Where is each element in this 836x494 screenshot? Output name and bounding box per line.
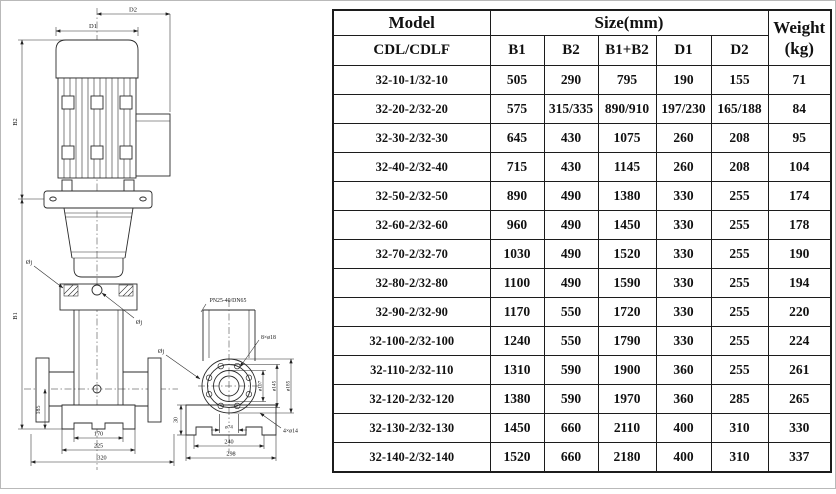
- model-cell: 32-70-2/32-70: [333, 240, 490, 269]
- value-cell: 330: [656, 211, 711, 240]
- value-cell: 224: [768, 327, 831, 356]
- pump-base-side: [186, 405, 276, 435]
- value-cell: 208: [711, 153, 768, 182]
- value-cell: 1310: [490, 356, 544, 385]
- table-row: [333, 95, 831, 124]
- dim-d2-label: D2: [129, 6, 137, 14]
- value-cell: 197/230: [656, 95, 711, 124]
- value-cell: 660: [544, 443, 598, 473]
- side-view: [158, 298, 298, 461]
- model-cell: 32-100-2/32-100: [333, 327, 490, 356]
- value-cell: 190: [768, 240, 831, 269]
- table-row: [333, 443, 831, 473]
- value-cell: 1970: [598, 385, 656, 414]
- model-cell: 32-110-2/32-110: [333, 356, 490, 385]
- model-cell: 32-120-2/32-120: [333, 385, 490, 414]
- value-cell: 310: [711, 414, 768, 443]
- value-cell: 337: [768, 443, 831, 473]
- value-cell: 1240: [490, 327, 544, 356]
- table-row: [333, 182, 831, 211]
- col-header-b1b2: B1+B2: [598, 36, 656, 66]
- dia-flange-label: ø185: [285, 380, 292, 392]
- value-cell: 1450: [490, 414, 544, 443]
- port-label-left: Øj: [25, 259, 33, 266]
- value-cell: 220: [768, 298, 831, 327]
- table-row: [333, 66, 831, 95]
- value-cell: 155: [711, 66, 768, 95]
- front-view: [12, 7, 178, 471]
- value-cell: 490: [544, 269, 598, 298]
- model-cell: 32-50-2/32-50: [333, 182, 490, 211]
- value-cell: 1720: [598, 298, 656, 327]
- table-header-row-2: [333, 36, 831, 66]
- model-cell: 32-90-2/32-90: [333, 298, 490, 327]
- value-cell: 330: [656, 240, 711, 269]
- value-cell: 1100: [490, 269, 544, 298]
- value-cell: 310: [711, 443, 768, 473]
- value-cell: 890: [490, 182, 544, 211]
- dim-b2-label: B2: [12, 118, 19, 126]
- table-row: [333, 385, 831, 414]
- weight-unit-label: (kg): [784, 39, 814, 58]
- dim-320-label: 320: [97, 454, 107, 462]
- value-cell: 330: [656, 182, 711, 211]
- value-cell: 260: [656, 124, 711, 153]
- value-cell: 645: [490, 124, 544, 153]
- value-cell: 1170: [490, 298, 544, 327]
- value-cell: 1145: [598, 153, 656, 182]
- model-cell: 32-40-2/32-40: [333, 153, 490, 182]
- value-cell: 104: [768, 153, 831, 182]
- table-row: [333, 269, 831, 298]
- value-cell: 290: [544, 66, 598, 95]
- col-header-weight: [768, 10, 831, 66]
- value-cell: 165/188: [711, 95, 768, 124]
- pump-base-front: [62, 405, 135, 429]
- col-header-d2: D2: [711, 36, 768, 66]
- col-header-b2: B2: [544, 36, 598, 66]
- value-cell: 71: [768, 66, 831, 95]
- table-row: [333, 124, 831, 153]
- table-row: [333, 153, 831, 182]
- motor-cap: [56, 40, 138, 78]
- dim-240-label: 240: [224, 438, 234, 446]
- value-cell: 330: [656, 298, 711, 327]
- port-label-center: Øj: [135, 319, 143, 326]
- head-bolt-right: [124, 180, 134, 191]
- port-label-side: Øj: [157, 348, 165, 355]
- value-cell: 2180: [598, 443, 656, 473]
- value-cell: 590: [544, 356, 598, 385]
- value-cell: 255: [711, 211, 768, 240]
- dim-298-label: 298: [226, 450, 236, 458]
- value-cell: 1030: [490, 240, 544, 269]
- model-cell: 32-80-2/32-80: [333, 269, 490, 298]
- value-cell: 795: [598, 66, 656, 95]
- size-table: [332, 9, 832, 473]
- value-cell: 255: [711, 240, 768, 269]
- value-cell: 330: [656, 327, 711, 356]
- model-cell: 32-10-1/32-10: [333, 66, 490, 95]
- value-cell: 575: [490, 95, 544, 124]
- value-cell: 260: [656, 153, 711, 182]
- value-cell: 1790: [598, 327, 656, 356]
- pump-dimension-drawing: [0, 0, 332, 489]
- value-cell: 174: [768, 182, 831, 211]
- mounting-plate: [44, 191, 152, 208]
- col-header-b1: B1: [490, 36, 544, 66]
- model-cell: 32-20-2/32-20: [333, 95, 490, 124]
- value-cell: 590: [544, 385, 598, 414]
- col-header-model: Model: [333, 10, 490, 36]
- value-cell: 490: [544, 240, 598, 269]
- value-cell: 1900: [598, 356, 656, 385]
- flange-spec-label: PN25-40/DN65: [209, 298, 247, 304]
- value-cell: 255: [711, 327, 768, 356]
- value-cell: 360: [656, 385, 711, 414]
- value-cell: 1380: [598, 182, 656, 211]
- value-cell: 400: [656, 443, 711, 473]
- model-cell: 32-30-2/32-30: [333, 124, 490, 153]
- col-header-series: CDL/CDLF: [333, 36, 490, 66]
- value-cell: 715: [490, 153, 544, 182]
- value-cell: 550: [544, 327, 598, 356]
- dim-d1-label: D1: [89, 23, 97, 30]
- value-cell: 400: [656, 414, 711, 443]
- dim-185-label: 185: [36, 405, 42, 415]
- bolts-flange-label: 8×ø18: [261, 335, 276, 341]
- table-header-row-1: [333, 10, 831, 36]
- table-row: [333, 211, 831, 240]
- table-row: [333, 298, 831, 327]
- dia-bolt-circle-label: ø145: [271, 380, 278, 392]
- value-cell: 505: [490, 66, 544, 95]
- value-cell: 960: [490, 211, 544, 240]
- dia-inner-label: ø107: [257, 380, 264, 392]
- right-port-flange: [148, 358, 161, 422]
- value-cell: 194: [768, 269, 831, 298]
- value-cell: 360: [656, 356, 711, 385]
- value-cell: 315/335: [544, 95, 598, 124]
- value-cell: 330: [768, 414, 831, 443]
- value-cell: 1590: [598, 269, 656, 298]
- value-cell: 285: [711, 385, 768, 414]
- col-header-size: Size(mm): [490, 10, 768, 36]
- table-row: [333, 240, 831, 269]
- value-cell: 660: [544, 414, 598, 443]
- value-cell: 1380: [490, 385, 544, 414]
- value-cell: 190: [656, 66, 711, 95]
- value-cell: 490: [544, 182, 598, 211]
- terminal-box: [136, 114, 170, 176]
- head-bolt-left: [62, 180, 72, 191]
- value-cell: 430: [544, 124, 598, 153]
- model-cell: 32-140-2/32-140: [333, 443, 490, 473]
- value-cell: 550: [544, 298, 598, 327]
- value-cell: 255: [711, 356, 768, 385]
- value-cell: 1520: [490, 443, 544, 473]
- value-cell: 490: [544, 211, 598, 240]
- value-cell: 178: [768, 211, 831, 240]
- value-cell: 330: [656, 269, 711, 298]
- value-cell: 84: [768, 95, 831, 124]
- dim-30-label: 30: [173, 417, 180, 423]
- table-row: [333, 356, 831, 385]
- value-cell: 2110: [598, 414, 656, 443]
- value-cell: 208: [711, 124, 768, 153]
- value-cell: 95: [768, 124, 831, 153]
- value-cell: 255: [711, 298, 768, 327]
- value-cell: 1520: [598, 240, 656, 269]
- value-cell: 255: [711, 182, 768, 211]
- value-cell: 265: [768, 385, 831, 414]
- pump-drawing-svg: [0, 0, 332, 489]
- seal-housing: [74, 258, 123, 277]
- model-cell: 32-130-2/32-130: [333, 414, 490, 443]
- value-cell: 1075: [598, 124, 656, 153]
- value-cell: 1450: [598, 211, 656, 240]
- value-cell: 255: [711, 269, 768, 298]
- table-row: [333, 414, 831, 443]
- weight-label: Weight: [773, 17, 826, 37]
- table-row: [333, 327, 831, 356]
- model-cell: 32-60-2/32-60: [333, 211, 490, 240]
- size-table-body: [333, 10, 831, 472]
- value-cell: 430: [544, 153, 598, 182]
- dim-225-label: 225: [93, 442, 104, 450]
- col-header-d1: D1: [656, 36, 711, 66]
- dia-center-label: ø74: [225, 424, 233, 431]
- dim-b1-label: B1: [12, 312, 19, 320]
- value-cell: 261: [768, 356, 831, 385]
- value-cell: 890/910: [598, 95, 656, 124]
- bolts-base-label: 4×ø14: [283, 428, 298, 435]
- dim-170-label: 170: [93, 430, 104, 438]
